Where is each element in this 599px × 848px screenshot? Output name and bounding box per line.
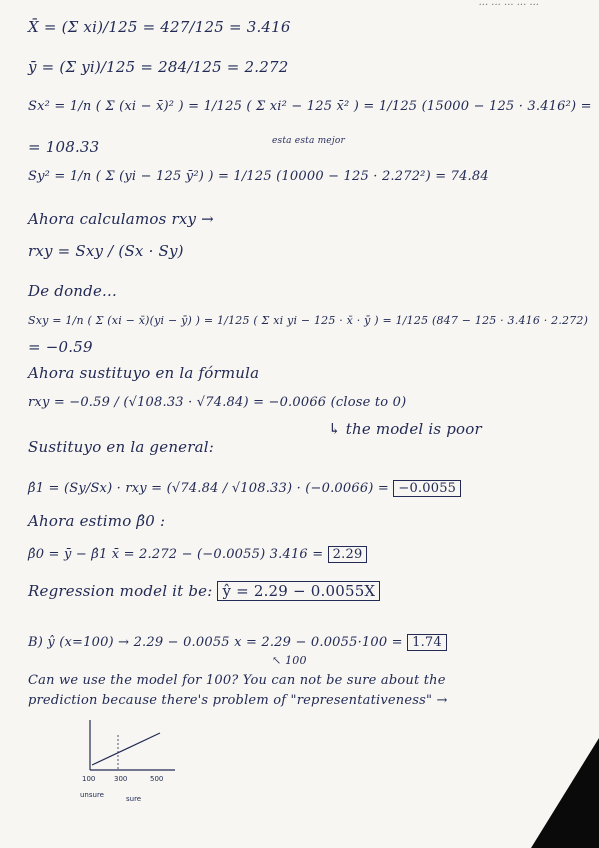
sketch-label-sure: sure	[126, 795, 142, 803]
part-b-line	[28, 634, 447, 652]
correlation-formula: rxy = Sxy / (Sx · Sy)	[28, 242, 184, 260]
correlation-result-line: rxy = −0.59 / (√108.33 · √74.84) = −0.0066 (close to 0)	[28, 395, 407, 410]
sketch-tick-300: 300	[114, 775, 128, 783]
corner-shadow	[531, 738, 599, 848]
heading-calculate-r: Ahora calculamos rxy →	[28, 210, 214, 228]
question-line-1: Can we use the model for 100? You can not be sure about the	[28, 673, 446, 688]
beta0-formula: β̂0 = ȳ − β̂1 x̄ = 2.272 − (−0.0055) 3.416 =	[28, 547, 324, 562]
regression-model-box: ŷ = 2.29 − 0.0055X	[217, 581, 380, 601]
model-poor-note: ↳ the model is poor	[328, 420, 482, 438]
regression-label: Regression model it be:	[28, 582, 213, 600]
heading-sustituyo-general: Sustituyo en la general:	[28, 438, 215, 456]
beta1-formula: β̂1 = (Sy/Sx) · rxy = (√74.84 / √108.33) · (−0.0066) =	[28, 481, 390, 496]
mean-y-line: ȳ = (Σ yi)/125 = 284/125 = 2.272	[28, 58, 289, 76]
regression-model-line	[28, 582, 380, 600]
heading-de-donde: De donde...	[28, 282, 117, 300]
beta0-result-box: 2.29	[328, 546, 368, 563]
variance-x-result: = 108.33	[28, 138, 100, 156]
sketch-tick-100: 100	[82, 775, 96, 783]
heading-estimo-beta0: Ahora estimo β̂0 :	[28, 512, 166, 530]
mean-x-line: X̄ = (Σ xi)/125 = 427/125 = 3.416	[28, 18, 291, 36]
part-b-result-box: 1.74	[407, 634, 447, 651]
variance-x-note: esta esta mejor	[272, 136, 345, 146]
variance-x-line: Sx² = 1/n ( Σ (xi − x̄)² ) = 1/125 ( Σ xi² − 125 x̄² ) = 1/125 (15000 − 125 · 3.416²) =	[28, 99, 592, 114]
beta0-line	[28, 546, 367, 564]
covariance-result: = −0.59	[28, 338, 93, 356]
variance-y-line: Sy² = 1/n ( Σ (yi − 125 ȳ²) ) = 1/125 (10000 − 125 · 2.272²) = 74.84	[28, 169, 489, 184]
beta1-result-box: −0.0055	[393, 480, 461, 497]
sketch-tick-500: 500	[150, 775, 164, 783]
page-header-scribble: ··· ··· ··· ··· ···	[478, 0, 539, 11]
part-b-subnote: ↖ 100	[272, 654, 307, 667]
sketch-line	[92, 733, 160, 765]
covariance-line: Sxy = 1/n ( Σ (xi − x̄)(yi − ȳ) ) = 1/125 ( Σ xi yi − 125 · x̄ · ȳ ) = 1/125 (847 − 125 · 3.416 · 2.272)	[28, 314, 589, 327]
sketch-label-unsure: unsure	[80, 791, 104, 799]
beta1-line	[28, 480, 461, 498]
heading-sustituyo-formula: Ahora sustituyo en la fórmula	[28, 364, 260, 382]
range-sketch	[80, 715, 190, 810]
part-b-formula: B) ŷ (x=100) → 2.29 − 0.0055 x = 2.29 − 0.0055·100 =	[28, 635, 403, 650]
question-line-2: prediction because there's problem of "representativeness" →	[28, 693, 448, 708]
